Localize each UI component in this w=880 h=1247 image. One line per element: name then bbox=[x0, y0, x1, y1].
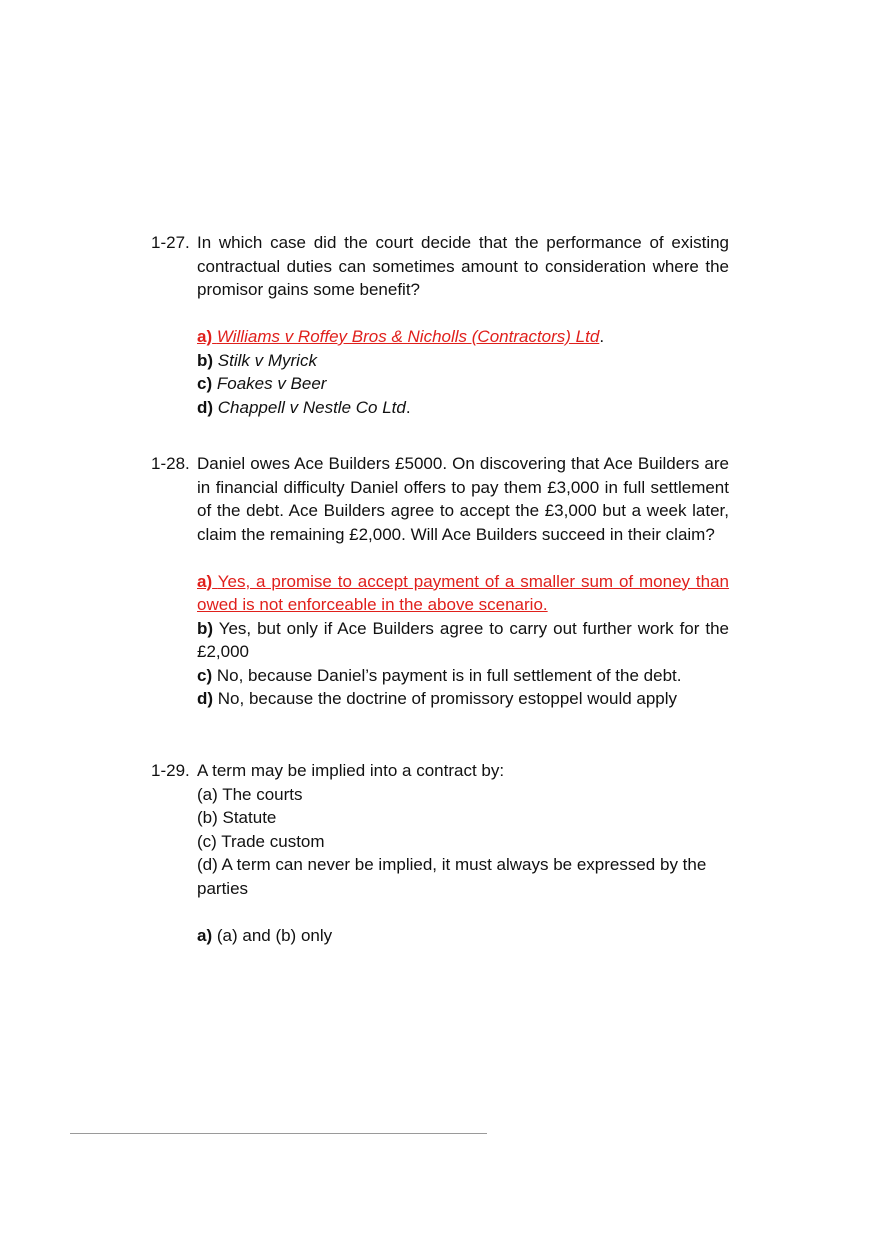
question-text: In which case did the court decide that the performance of existing contractual duties can sometimes amount to consideration where the promisor gains some benefit? bbox=[197, 233, 729, 299]
option-text: No, because the doctrine of promissory estoppel would apply bbox=[217, 689, 678, 708]
statement-item: (d) A term can never be implied, it must always be expressed by the parties bbox=[197, 855, 707, 898]
option-letter: a) bbox=[197, 327, 213, 346]
question-number: 1-27. bbox=[151, 233, 190, 252]
option-text: Stilk v Myrick bbox=[217, 350, 317, 370]
option-c bbox=[197, 664, 729, 688]
option-letter: a) bbox=[197, 925, 213, 945]
option-letter: b) bbox=[197, 350, 214, 370]
option-b bbox=[197, 349, 729, 373]
option-c bbox=[197, 372, 729, 396]
option-text: No, because Daniel’s payment is in full settlement of the debt. bbox=[216, 665, 682, 685]
footnote-separator bbox=[70, 1133, 487, 1134]
question-header bbox=[151, 759, 729, 783]
statement-item: (b) Statute bbox=[197, 808, 277, 827]
question-text: Daniel owes Ace Builders £5000. On discovering that Ace Builders are in financial difficulty Daniel offers to pay them £3,000 in full settlement of the debt. Ace Builders agree to accept the £3,000 but a week later, claim the remaining £2,000. Will Ace Builders succeed in their claim? bbox=[197, 454, 729, 544]
option-text: Williams v Roffey Bros & Nicholls (Contractors) Ltd bbox=[216, 327, 600, 346]
option-text: Foakes v Beer bbox=[216, 374, 327, 393]
option-a bbox=[197, 924, 729, 948]
statement-item: (a) The courts bbox=[197, 784, 303, 804]
option-letter: c) bbox=[197, 665, 213, 685]
question-number: 1-29. bbox=[151, 761, 190, 780]
question-text: A term may be implied into a contract by: bbox=[197, 761, 505, 780]
statement-item: (c) Trade custom bbox=[197, 831, 325, 851]
option-letter: a) bbox=[197, 571, 213, 591]
option-letter: c) bbox=[197, 374, 213, 393]
question-1-29 bbox=[151, 759, 729, 947]
option-d bbox=[197, 687, 729, 711]
answer-options bbox=[197, 570, 729, 711]
option-b bbox=[197, 617, 729, 664]
option-suffix: . bbox=[599, 327, 605, 346]
option-a-correct bbox=[197, 325, 729, 349]
option-text: Chappell v Nestle Co Ltd bbox=[217, 397, 406, 417]
question-1-28 bbox=[151, 452, 729, 711]
question-header bbox=[151, 231, 729, 302]
option-letter: d) bbox=[197, 689, 214, 708]
option-a-correct bbox=[197, 570, 729, 617]
answer-options bbox=[197, 924, 729, 948]
option-text: Yes, a promise to accept payment of a smaller sum of money than owed is not enforceable in the above scenario. bbox=[197, 571, 730, 614]
option-letter: d) bbox=[197, 397, 214, 417]
answer-options bbox=[197, 325, 729, 419]
option-suffix: . bbox=[405, 397, 411, 417]
question-number: 1-28. bbox=[151, 454, 190, 473]
question-1-27 bbox=[151, 231, 729, 419]
option-letter: b) bbox=[197, 618, 214, 638]
option-text: (a) and (b) only bbox=[216, 925, 333, 945]
option-text: Yes, but only if Ace Builders agree to carry out further work for the £2,000 bbox=[197, 618, 729, 661]
option-d bbox=[197, 396, 729, 420]
question-header bbox=[151, 452, 729, 546]
statement-list bbox=[197, 783, 729, 901]
